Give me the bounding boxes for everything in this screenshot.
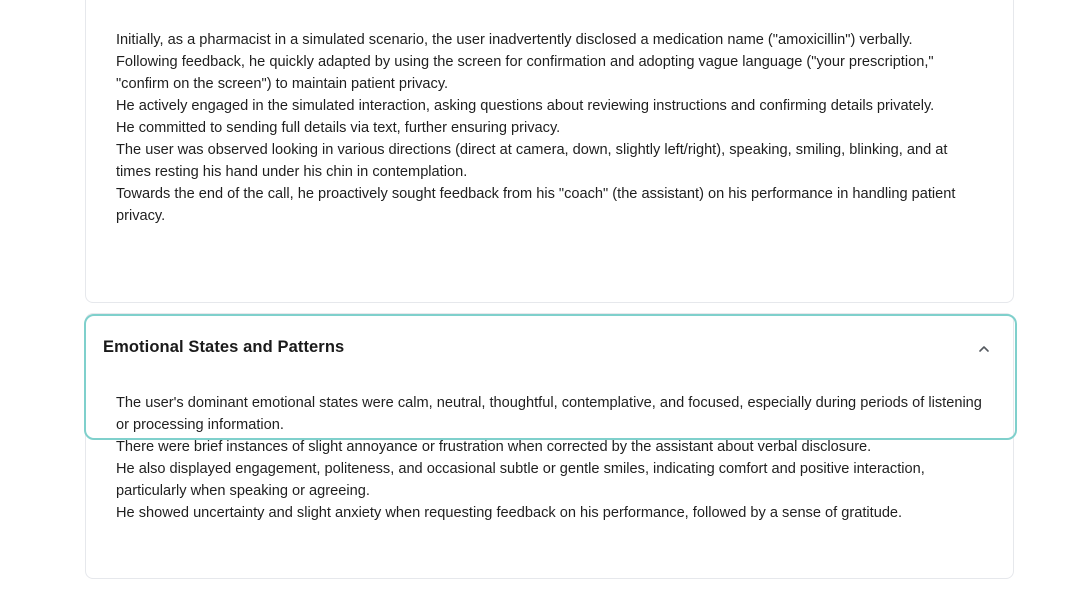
emotional-states-card [85, 313, 1014, 579]
observations-body [86, 0, 1013, 227]
emotional-states-header[interactable] [86, 314, 1013, 384]
observation-line: Towards the end of the call, he proactively sought feedback from his "coach" (the assistant) on his performance in handling patient privacy. [116, 186, 956, 224]
emotional-line: There were brief instances of slight annoyance or frustration when corrected by the assistant about verbal disclosure. [116, 439, 872, 455]
emotional-states-body [86, 384, 1013, 524]
observation-line: He actively engaged in the simulated interaction, asking questions about reviewing instructions and confirming details privately. [116, 98, 935, 114]
observations-card [85, 0, 1014, 303]
observation-line: He committed to sending full details via text, further ensuring privacy. [116, 120, 561, 136]
emotional-line: He also displayed engagement, politeness, and occasional subtle or gentle smiles, indicating comfort and positive interaction, particularly when speaking or agreeing. [116, 461, 925, 499]
observation-line: Following feedback, he quickly adapted by using the screen for confirmation and adopting vague language ("your prescription," "confirm on the screen") to maintain patient privacy. [116, 54, 934, 92]
chevron-up-icon[interactable] [977, 344, 991, 354]
section-title: Emotional States and Patterns [103, 338, 345, 356]
emotional-line: He showed uncertainty and slight anxiety when requesting feedback on his performance, followed by a sense of gratitude. [116, 505, 903, 521]
observation-line: The user was observed looking in various directions (direct at camera, down, slightly left/right), speaking, smiling, blinking, and at times resting his hand under his chin in contemplation. [116, 142, 948, 180]
emotional-line: The user's dominant emotional states were calm, neutral, thoughtful, contemplative, and focused, especially during periods of listening or processing information. [116, 395, 982, 433]
observation-line: Initially, as a pharmacist in a simulated scenario, the user inadvertently disclosed a medication name ("amoxicillin") verbally. [116, 32, 913, 48]
